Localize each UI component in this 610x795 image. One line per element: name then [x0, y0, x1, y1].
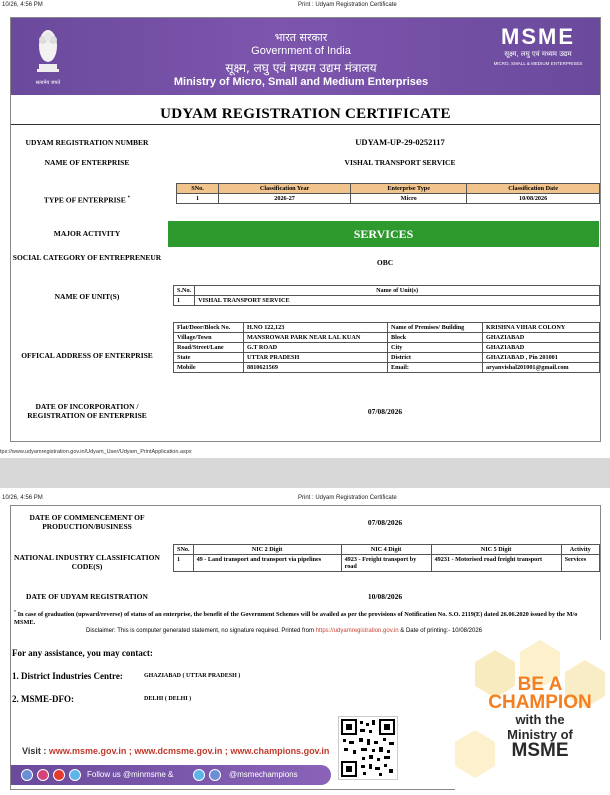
commencement-date: 07/08/2026 [367, 518, 403, 527]
enterprise-type-label: TYPE OF ENTERPRISE * [43, 195, 131, 205]
nic-header: SNo. [174, 545, 194, 555]
champion-text [470, 676, 610, 760]
nic-cell: Services [561, 555, 599, 572]
address-key: Name of Premises/ Building [388, 323, 483, 333]
address-value: 8810621569 [244, 363, 388, 373]
twitter-icon[interactable] [69, 769, 81, 781]
banner-english-ministry: Ministry of Micro, Small and Medium Enterprises [173, 76, 429, 88]
reg-number-label: UDYAM REGISTRATION NUMBER [25, 138, 149, 147]
social-follow-bar [11, 765, 331, 785]
address-value: aryanvishal201001@gmail.com [483, 363, 600, 373]
gov-banner [11, 18, 600, 95]
facebook-icon-2[interactable] [209, 769, 221, 781]
address-value: GHAZIABAD [483, 343, 600, 353]
follow-text-b: @msmechampions [229, 770, 298, 779]
nic-header: Activity [561, 545, 599, 555]
address-key: Flat/Door/Block No. [174, 323, 244, 333]
print-url: tps://www.udyamregistration.gov.in/Udyam_User/Udyam_PrintApplication.aspx [0, 449, 192, 455]
print-title-p2: Print : Udyam Registration Certificate [298, 495, 397, 501]
champion-line3: with the [515, 712, 565, 727]
major-activity-label: MAJOR ACTIVITY [53, 229, 121, 238]
social-category-value: OBC [376, 258, 394, 267]
address-key: Block [388, 333, 483, 343]
social-category-label: SOCIAL CATEGORY OF ENTREPRENEUR [12, 253, 162, 262]
address-key: State [174, 353, 244, 363]
msme-logo-word: MSME [501, 24, 575, 49]
unit-names-label: NAME OF UNIT(S) [54, 292, 120, 301]
disclaimer: Disclaimer: This is computer generated statement, no signature required. Printed from https://udyamregistration.gov.in & Date of printing:- 10/08/2026 [86, 628, 483, 634]
units-header-name: Name of Unit(s) [195, 286, 600, 296]
incorporation-date: 07/08/2026 [367, 407, 403, 416]
address-key: District [388, 353, 483, 363]
address-row [174, 343, 600, 353]
udyam-portal-link[interactable]: https://udyamregistration.gov.in [315, 628, 399, 634]
cls-header-type: Enterprise Type [351, 184, 467, 194]
msme-logo-english: MICRO, SMALL & MEDIUM ENTERPRISES [493, 61, 583, 66]
address-value: GHAZIABAD , Pin 201001 [483, 353, 600, 363]
nic-cell: 49231 - Motorised road freight transport [431, 555, 561, 572]
cls-cell: 1 [177, 194, 219, 204]
print-datetime-p2: 10/26, 4:56 PM [2, 495, 43, 501]
address-value: GHAZIABAD [483, 333, 600, 343]
graduation-footnote: * In case of graduation (upward/reverse) of status of an enterprise, the benefit of the Government Schemes will be availed as per the provisions of Notification No. S.O. 2119(E) dated 26.06.2020 issued by the M/o MSME. [14, 609, 578, 627]
champion-line5: MSME [511, 740, 569, 761]
print-datetime: 10/26, 4:56 PM [2, 2, 43, 8]
banner-hindi-gov: भारत सरकार [274, 31, 328, 44]
enterprise-name-label: NAME OF ENTERPRISE [44, 158, 130, 167]
cls-cell: 10/08/2026 [467, 194, 600, 204]
enterprise-name-value: VISHAL TRANSPORT SERVICE [344, 158, 456, 167]
address-row [174, 353, 600, 363]
youtube-icon[interactable] [53, 769, 65, 781]
champion-line2: CHAMPION [488, 692, 592, 713]
follow-text-a: Follow us @minmsme & [87, 770, 174, 779]
address-value: H.NO 122,123 [244, 323, 388, 333]
champion-line1: BE A [517, 674, 563, 695]
address-key: Mobile [174, 363, 244, 373]
address-key: Email: [388, 363, 483, 373]
nic-table [173, 544, 600, 572]
emblem-caption: सत्यमेव जयते [35, 80, 61, 86]
address-table [173, 322, 600, 373]
dfo-label: 2. MSME-DFO: [12, 694, 74, 704]
champion-line4: Ministry of [507, 727, 573, 742]
facebook-icon[interactable] [21, 769, 33, 781]
address-label: OFFICAL ADDRESS OF ENTERPRISE [21, 351, 153, 360]
nic-cell: 49 - Land transport and transport via pipelines [193, 555, 341, 572]
commencement-label: DATE OF COMMENCEMENT OF PRODUCTION/BUSINESS [29, 513, 145, 531]
address-key: Village/Town [174, 333, 244, 343]
national-emblem-icon [33, 26, 63, 78]
visit-links: Visit : www.msme.gov.in ; www.dcmsme.gov.in ; www.champions.gov.in [22, 746, 330, 756]
instagram-icon[interactable] [37, 769, 49, 781]
title-divider [11, 124, 600, 125]
cls-header-year: Classification Year [219, 184, 351, 194]
address-row [174, 323, 600, 333]
qr-code-icon [339, 717, 397, 779]
units-cell: 1 [174, 296, 195, 306]
dfo-value: DELHI ( DELHI ) [144, 696, 192, 702]
assistance-heading: For any assistance, you may contact: [12, 648, 153, 658]
cls-cell: 2026-27 [219, 194, 351, 204]
msme-logo-hindi: सूक्ष्म, लघु एवं मध्यम उद्यम [504, 50, 572, 58]
nic-header: NIC 5 Digit [431, 545, 561, 555]
udyam-date-label: DATE OF UDYAM REGISTRATION [26, 592, 148, 601]
address-value: KRISHNA VIHAR COLONY [483, 323, 600, 333]
units-header-sno: S.No. [174, 286, 195, 296]
nic-header: NIC 2 Digit [193, 545, 341, 555]
nic-cell: 1 [174, 555, 194, 572]
cls-cell: Micro [351, 194, 467, 204]
banner-english-gov: Government of India [251, 45, 351, 57]
address-value: UTTAR PRADESH [244, 353, 388, 363]
nic-cell: 4923 - Freight transport by road [341, 555, 431, 572]
page-gap [0, 458, 610, 488]
nic-label: NATIONAL INDUSTRY CLASSIFICATION CODE(S) [14, 553, 160, 571]
cls-header-sno: SNo. [177, 184, 219, 194]
qr-code [338, 716, 398, 780]
major-activity-value: SERVICES [168, 221, 599, 247]
certificate-title: UDYAM REGISTRATION CERTIFICATE [160, 106, 451, 122]
address-value: G.T ROAD [244, 343, 388, 353]
reg-number-value: UDYAM-UP-29-0252117 [355, 137, 445, 147]
cls-header-date: Classification Date [467, 184, 600, 194]
udyam-date-value: 10/08/2026 [367, 592, 403, 601]
address-key: City [388, 343, 483, 353]
address-row [174, 333, 600, 343]
units-cell: VISHAL TRANSPORT SERVICE [195, 296, 600, 306]
dic-label: 1. District Industries Centre: [12, 671, 123, 681]
website-links[interactable]: www.msme.gov.in ; www.dcmsme.gov.in ; www.champions.gov.in [48, 746, 330, 756]
incorporation-label: DATE OF INCORPORATION / REGISTRATION OF ENTERPRISE [27, 402, 147, 420]
nic-header: NIC 4 Digit [341, 545, 431, 555]
dic-value: GHAZIABAD ( UTTAR PRADESH ) [144, 673, 241, 679]
banner-hindi-ministry: सूक्ष्म, लघु एवं मध्यम उद्यम मंत्रालय [225, 61, 377, 75]
msme-logo [488, 26, 588, 66]
address-value: MANSROWAR PARK NEAR LAL KUAN [244, 333, 388, 343]
address-row [174, 363, 600, 373]
classification-table [176, 183, 600, 204]
address-key: Road/Street/Lane [174, 343, 244, 353]
print-title: Print : Udyam Registration Certificate [298, 2, 397, 8]
units-table [173, 285, 600, 306]
twitter-icon-2[interactable] [193, 769, 205, 781]
